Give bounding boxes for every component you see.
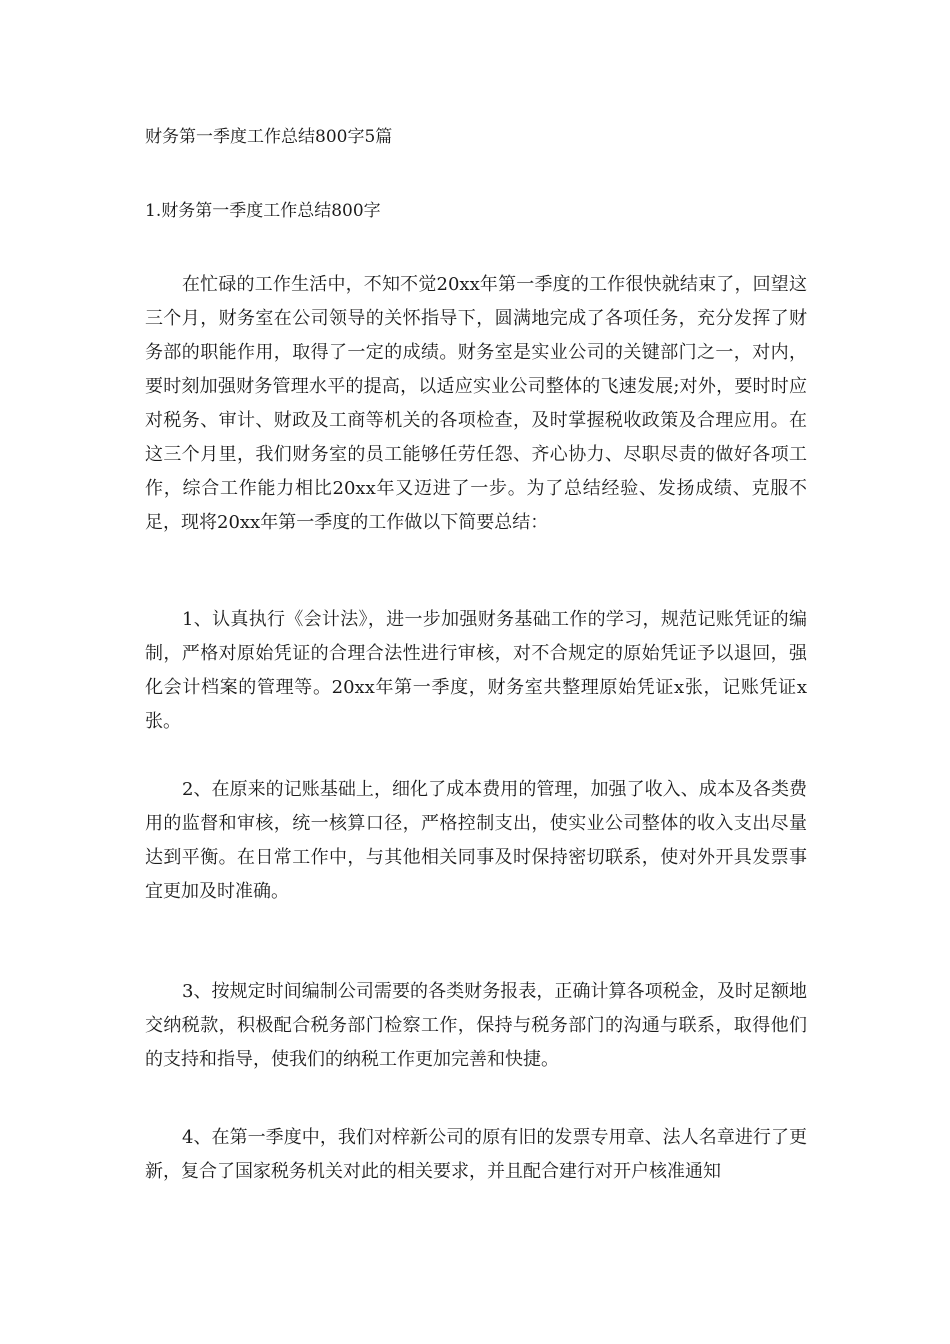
paragraph-item-1: 1、认真执行《会计法》，进一步加强财务基础工作的学习，规范记账凭证的编制，严格对原始凭证的合理合法性进行审核，对不合规定的原始凭证予以退回，强化会计档案的管理等。20xx年第一季度，财务室共整理原始凭证x张，记账凭证x张。 (145, 609, 807, 732)
paragraph-item-2: 2、在原来的记账基础上，细化了成本费用的管理，加强了收入、成本及各类费用的监督和审核，统一核算口径，严格控制支出，使实业公司整体的收入支出尽量达到平衡。在日常工作中，与其他相关同事及时保持密切联系，使对外开具发票事宜更加及时准确。 (145, 779, 807, 902)
section-heading: 1.财务第一季度工作总结800字 (145, 201, 381, 221)
paragraph-item-4: 4、在第一季度中，我们对梓新公司的原有旧的发票专用章、法人名章进行了更新，复合了国家税务机关对此的相关要求，并且配合建行对开户核准通知 (145, 1127, 807, 1182)
paragraph-item-3: 3、按规定时间编制公司需要的各类财务报表，正确计算各项税金，及时足额地交纳税款，积极配合税务部门检察工作，保持与税务部门的沟通与联系，取得他们的支持和指导，使我们的纳税工作更加完善和快捷。 (145, 981, 807, 1070)
intro-paragraph: 在忙碌的工作生活中，不知不觉20xx年第一季度的工作很快就结束了，回望这三个月，财务室在公司领导的关怀指导下，圆满地完成了各项任务，充分发挥了财务部的职能作用，取得了一定的成绩。财务室是实业公司的关键部门之一，对内，要时刻加强财务管理水平的提高，以适应实业公司整体的飞速发展;对外，要时时应对税务、审计、财政及工商等机关的各项检查，及时掌握税收政策及合理应用。在这三个月里，我们财务室的员工能够任劳任怨、齐心协力、尽职尽责的做好各项工作，综合工作能力相比20xx年又迈进了一步。为了总结经验、发扬成绩、克服不足，现将20xx年第一季度的工作做以下简要总结： (145, 274, 807, 533)
document-title: 财务第一季度工作总结800字5篇 (145, 127, 393, 147)
